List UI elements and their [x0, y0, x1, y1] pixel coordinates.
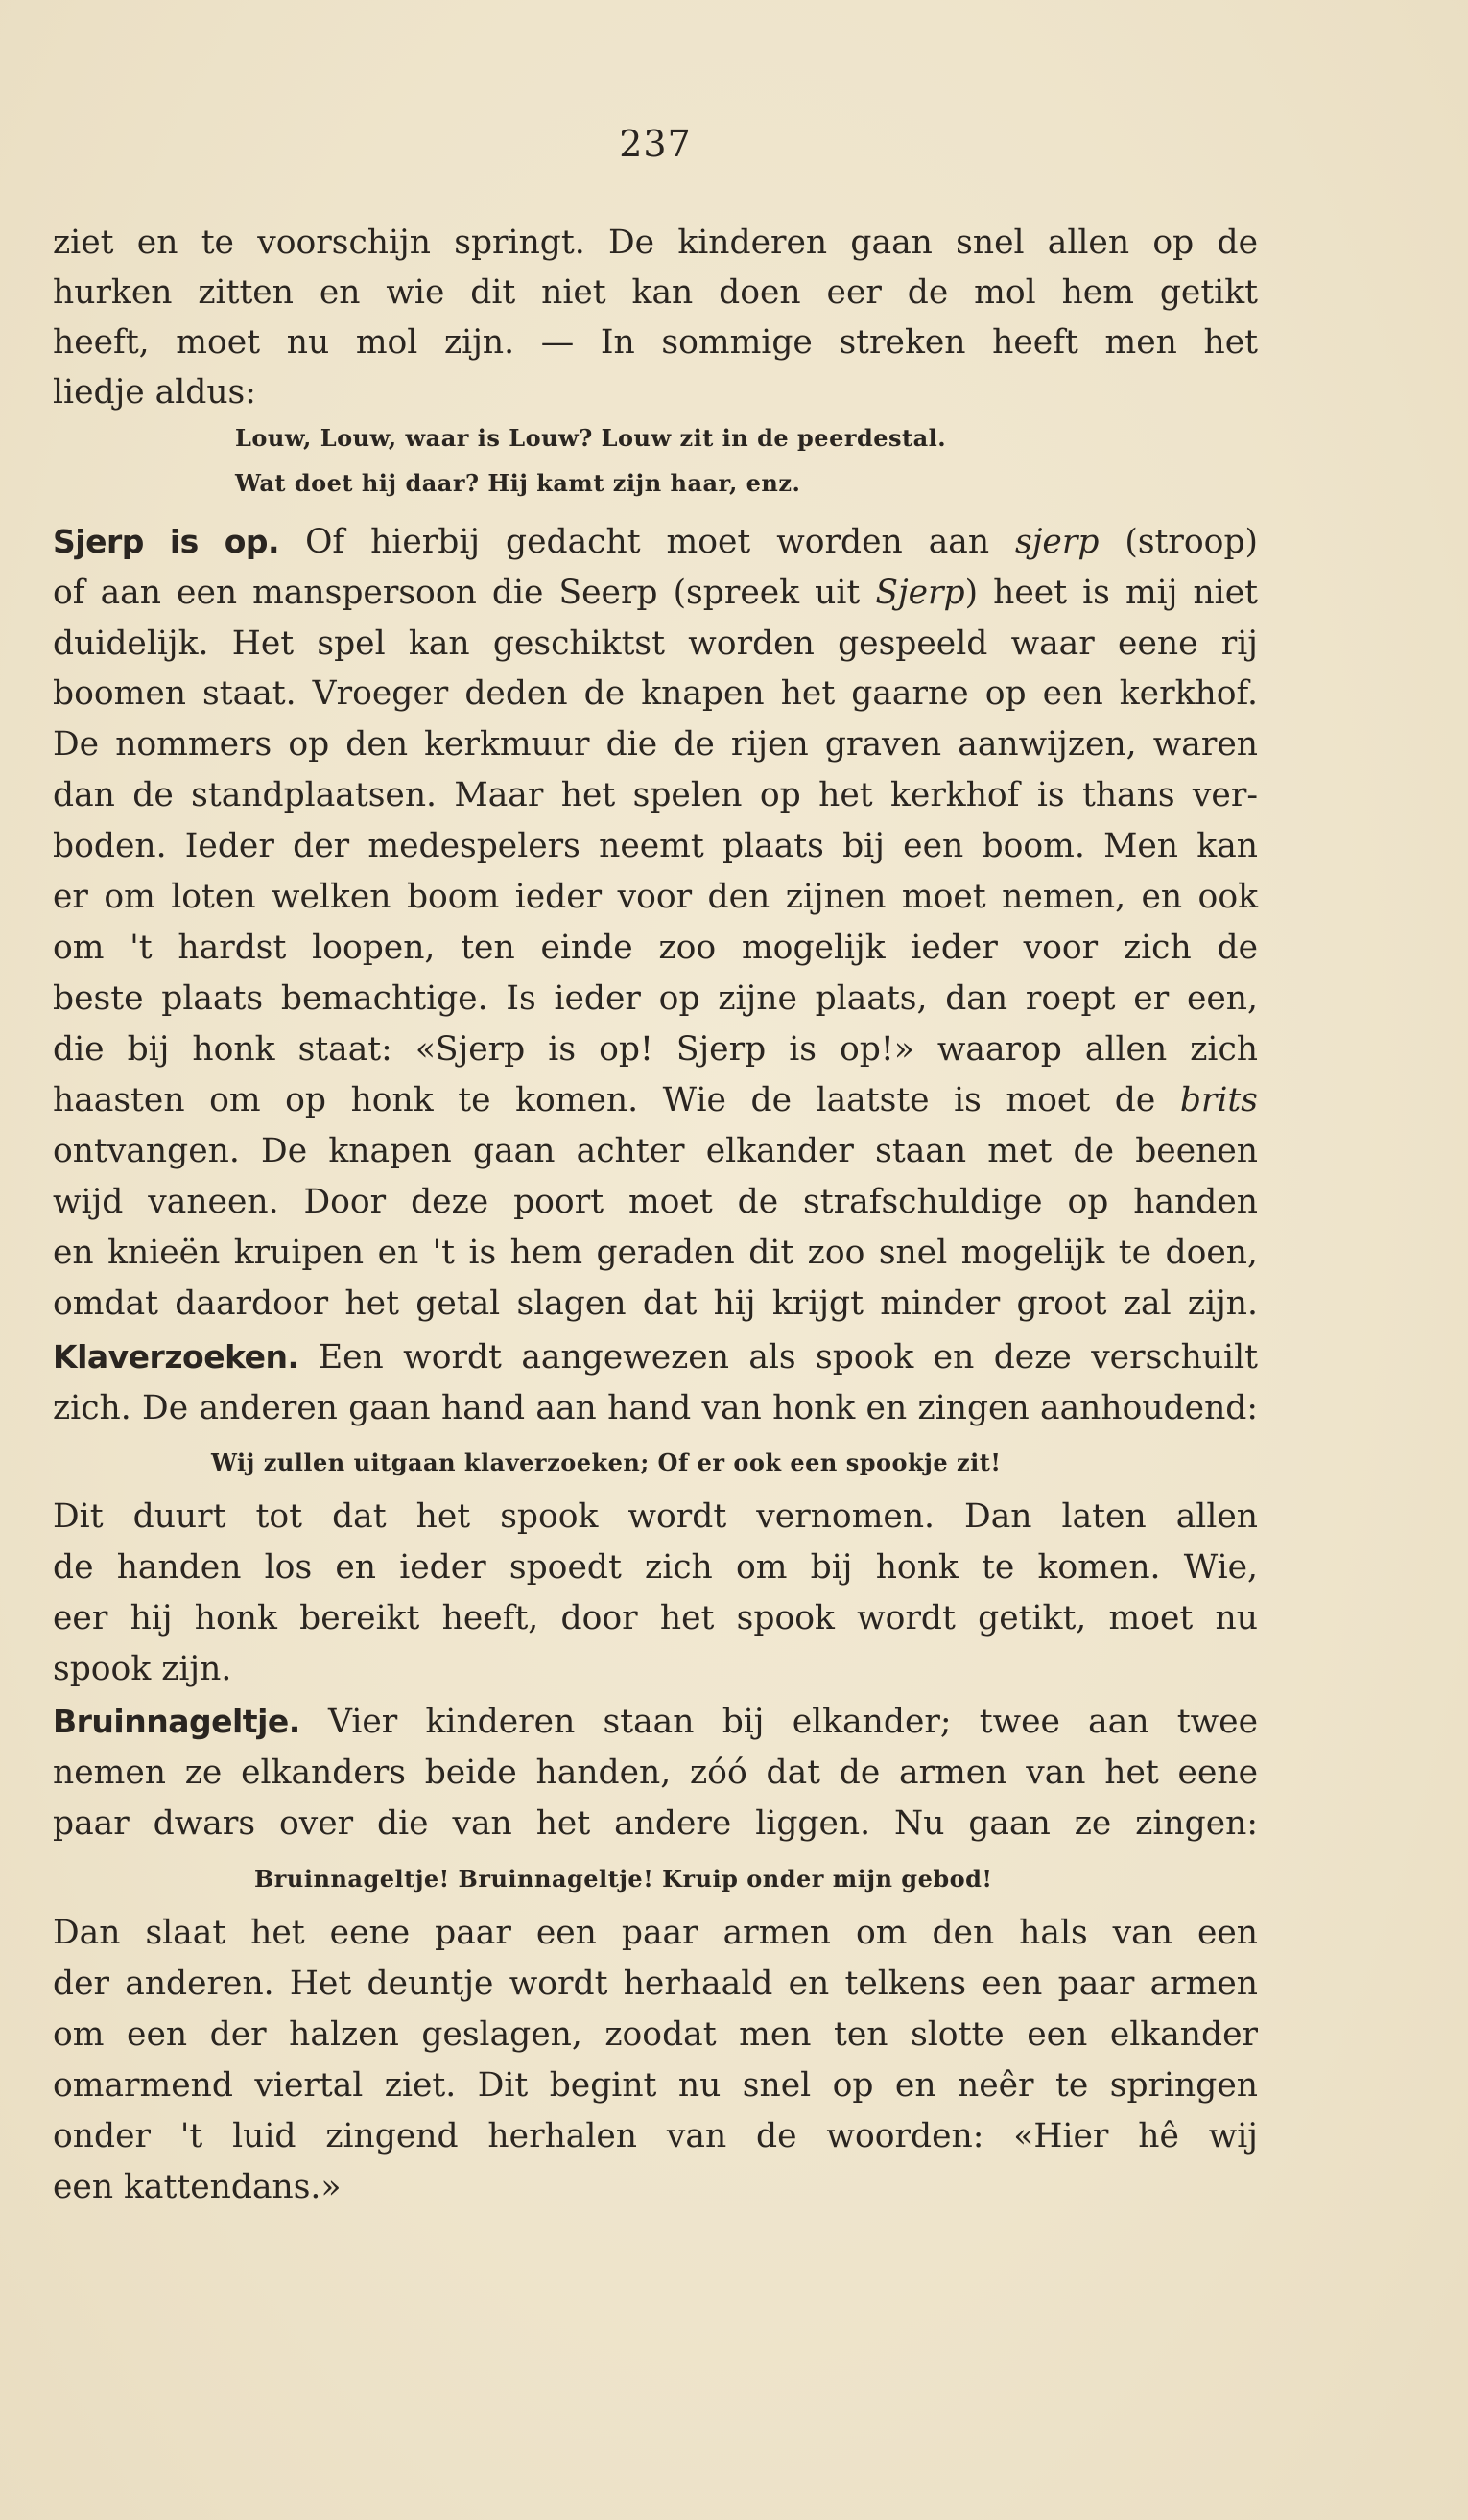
paragraph-line: ziet en te voorschijn springt. De kinderen gaan snel allen op de	[53, 224, 1258, 262]
section-sjerp-line: dan de standplaatsen. Maar het spelen op het kerkhof is thans ver-	[53, 776, 1258, 814]
section-sjerp-line: De nommers op den kerkmuur die de rijen graven aanwijzen, waren	[53, 725, 1258, 764]
section-klaver-line: zich. De anderen gaan hand aan hand van honk en zingen aanhoudend:	[53, 1389, 1258, 1427]
verse-line: Bruinnageltje! Bruinnageltje! Kruip onder mijn gebod!	[254, 1865, 993, 1893]
section-sjerp-line: boden. Ieder der medespelers neemt plaats bij een boom. Men kan	[53, 827, 1258, 865]
section-sjerp-line: die bij honk staat: «Sjerp is op! Sjerp is op!» waarop allen zich	[53, 1030, 1258, 1069]
section-sjerp-line: duidelijk. Het spel kan geschiktst worden gespeeld waar eene rij	[53, 624, 1258, 663]
section-klaver-line: eer hij honk bereikt heeft, door het spook wordt getikt, moet nu	[53, 1599, 1258, 1637]
section-sjerp-line: om 't hardst loopen, ten einde zoo mogelijk ieder voor zich de	[53, 929, 1258, 967]
section-heading: Sjerp is op.	[53, 523, 280, 560]
section-bruin-line: onder 't luid zingend herhalen van de woorden: «Hier hê wij	[53, 2117, 1258, 2155]
section-sjerp-line: en knieën kruipen en 't is hem geraden dit zoo snel mogelijk te doen,	[53, 1234, 1258, 1272]
section-sjerp-line: boomen staat. Vroeger deden de knapen het gaarne op een kerkhof.	[53, 674, 1258, 713]
section-heading: Bruinnageltje.	[53, 1703, 300, 1740]
section-bruin-line: omarmend viertal ziet. Dit begint nu snel op en neêr te springen	[53, 2066, 1258, 2105]
verse-line: Wij zullen uitgaan klaverzoeken; Of er ook een spookje zit!	[211, 1448, 1002, 1476]
section-sjerp-line: Sjerp is op. Of hierbij gedacht moet worden aan sjerp (stroop)	[53, 523, 1258, 561]
page-number: 237	[619, 123, 692, 165]
section-bruin-line: Dan slaat het eene paar een paar armen om den hals van een	[53, 1914, 1258, 1952]
section-sjerp-line: of aan een manspersoon die Seerp (spreek uit Sjerp) heet is mij niet	[53, 574, 1258, 612]
section-bruin-line: nemen ze elkanders beide handen, zóó dat de armen van het eene	[53, 1754, 1258, 1792]
paragraph-line: liedje aldus:	[53, 373, 256, 412]
section-klaver-line: spook zijn.	[53, 1650, 232, 1688]
section-sjerp-line: omdat daardoor het getal slagen dat hij krijgt minder groot zal zijn.	[53, 1284, 1258, 1323]
section-klaver-line: Dit duurt tot dat het spook wordt vernomen. Dan laten allen	[53, 1497, 1258, 1536]
section-bruin-line: om een der halzen geslagen, zoodat men ten slotte een elkander	[53, 2015, 1258, 2054]
section-heading: Klaverzoeken.	[53, 1338, 299, 1376]
section-sjerp-line: haasten om op honk te komen. Wie de laatste is moet de brits	[53, 1081, 1258, 1119]
section-sjerp-line: beste plaats bemachtige. Is ieder op zijne plaats, dan roept er een,	[53, 979, 1258, 1018]
section-sjerp-line: ontvangen. De knapen gaan achter elkander staan met de beenen	[53, 1132, 1258, 1170]
section-klaver-line: de handen los en ieder spoedt zich om bij honk te komen. Wie,	[53, 1548, 1258, 1587]
paragraph-line: heeft, moet nu mol zijn. — In sommige streken heeft men het	[53, 323, 1258, 362]
paragraph-line: hurken zitten en wie dit niet kan doen eer de mol hem getikt	[53, 273, 1258, 312]
section-bruin-line: der anderen. Het deuntje wordt herhaald en telkens een paar armen	[53, 1965, 1258, 2003]
section-bruin-line: een kattendans.»	[53, 2168, 342, 2206]
verse-line: Wat doet hij daar? Hij kamt zijn haar, enz.	[235, 469, 801, 497]
verse-line: Louw, Louw, waar is Louw? Louw zit in de peerdestal.	[235, 424, 947, 452]
section-bruin-line: Bruinnageltje. Vier kinderen staan bij elkander; twee aan twee	[53, 1703, 1258, 1741]
section-sjerp-line: wijd vaneen. Door deze poort moet de strafschuldige op handen	[53, 1183, 1258, 1221]
section-bruin-line: paar dwars over die van het andere liggen. Nu gaan ze zingen:	[53, 1804, 1258, 1843]
section-klaver-line: Klaverzoeken. Een wordt aangewezen als spook en deze verschuilt	[53, 1338, 1258, 1377]
section-sjerp-line: er om loten welken boom ieder voor den zijnen moet nemen, en ook	[53, 878, 1258, 916]
